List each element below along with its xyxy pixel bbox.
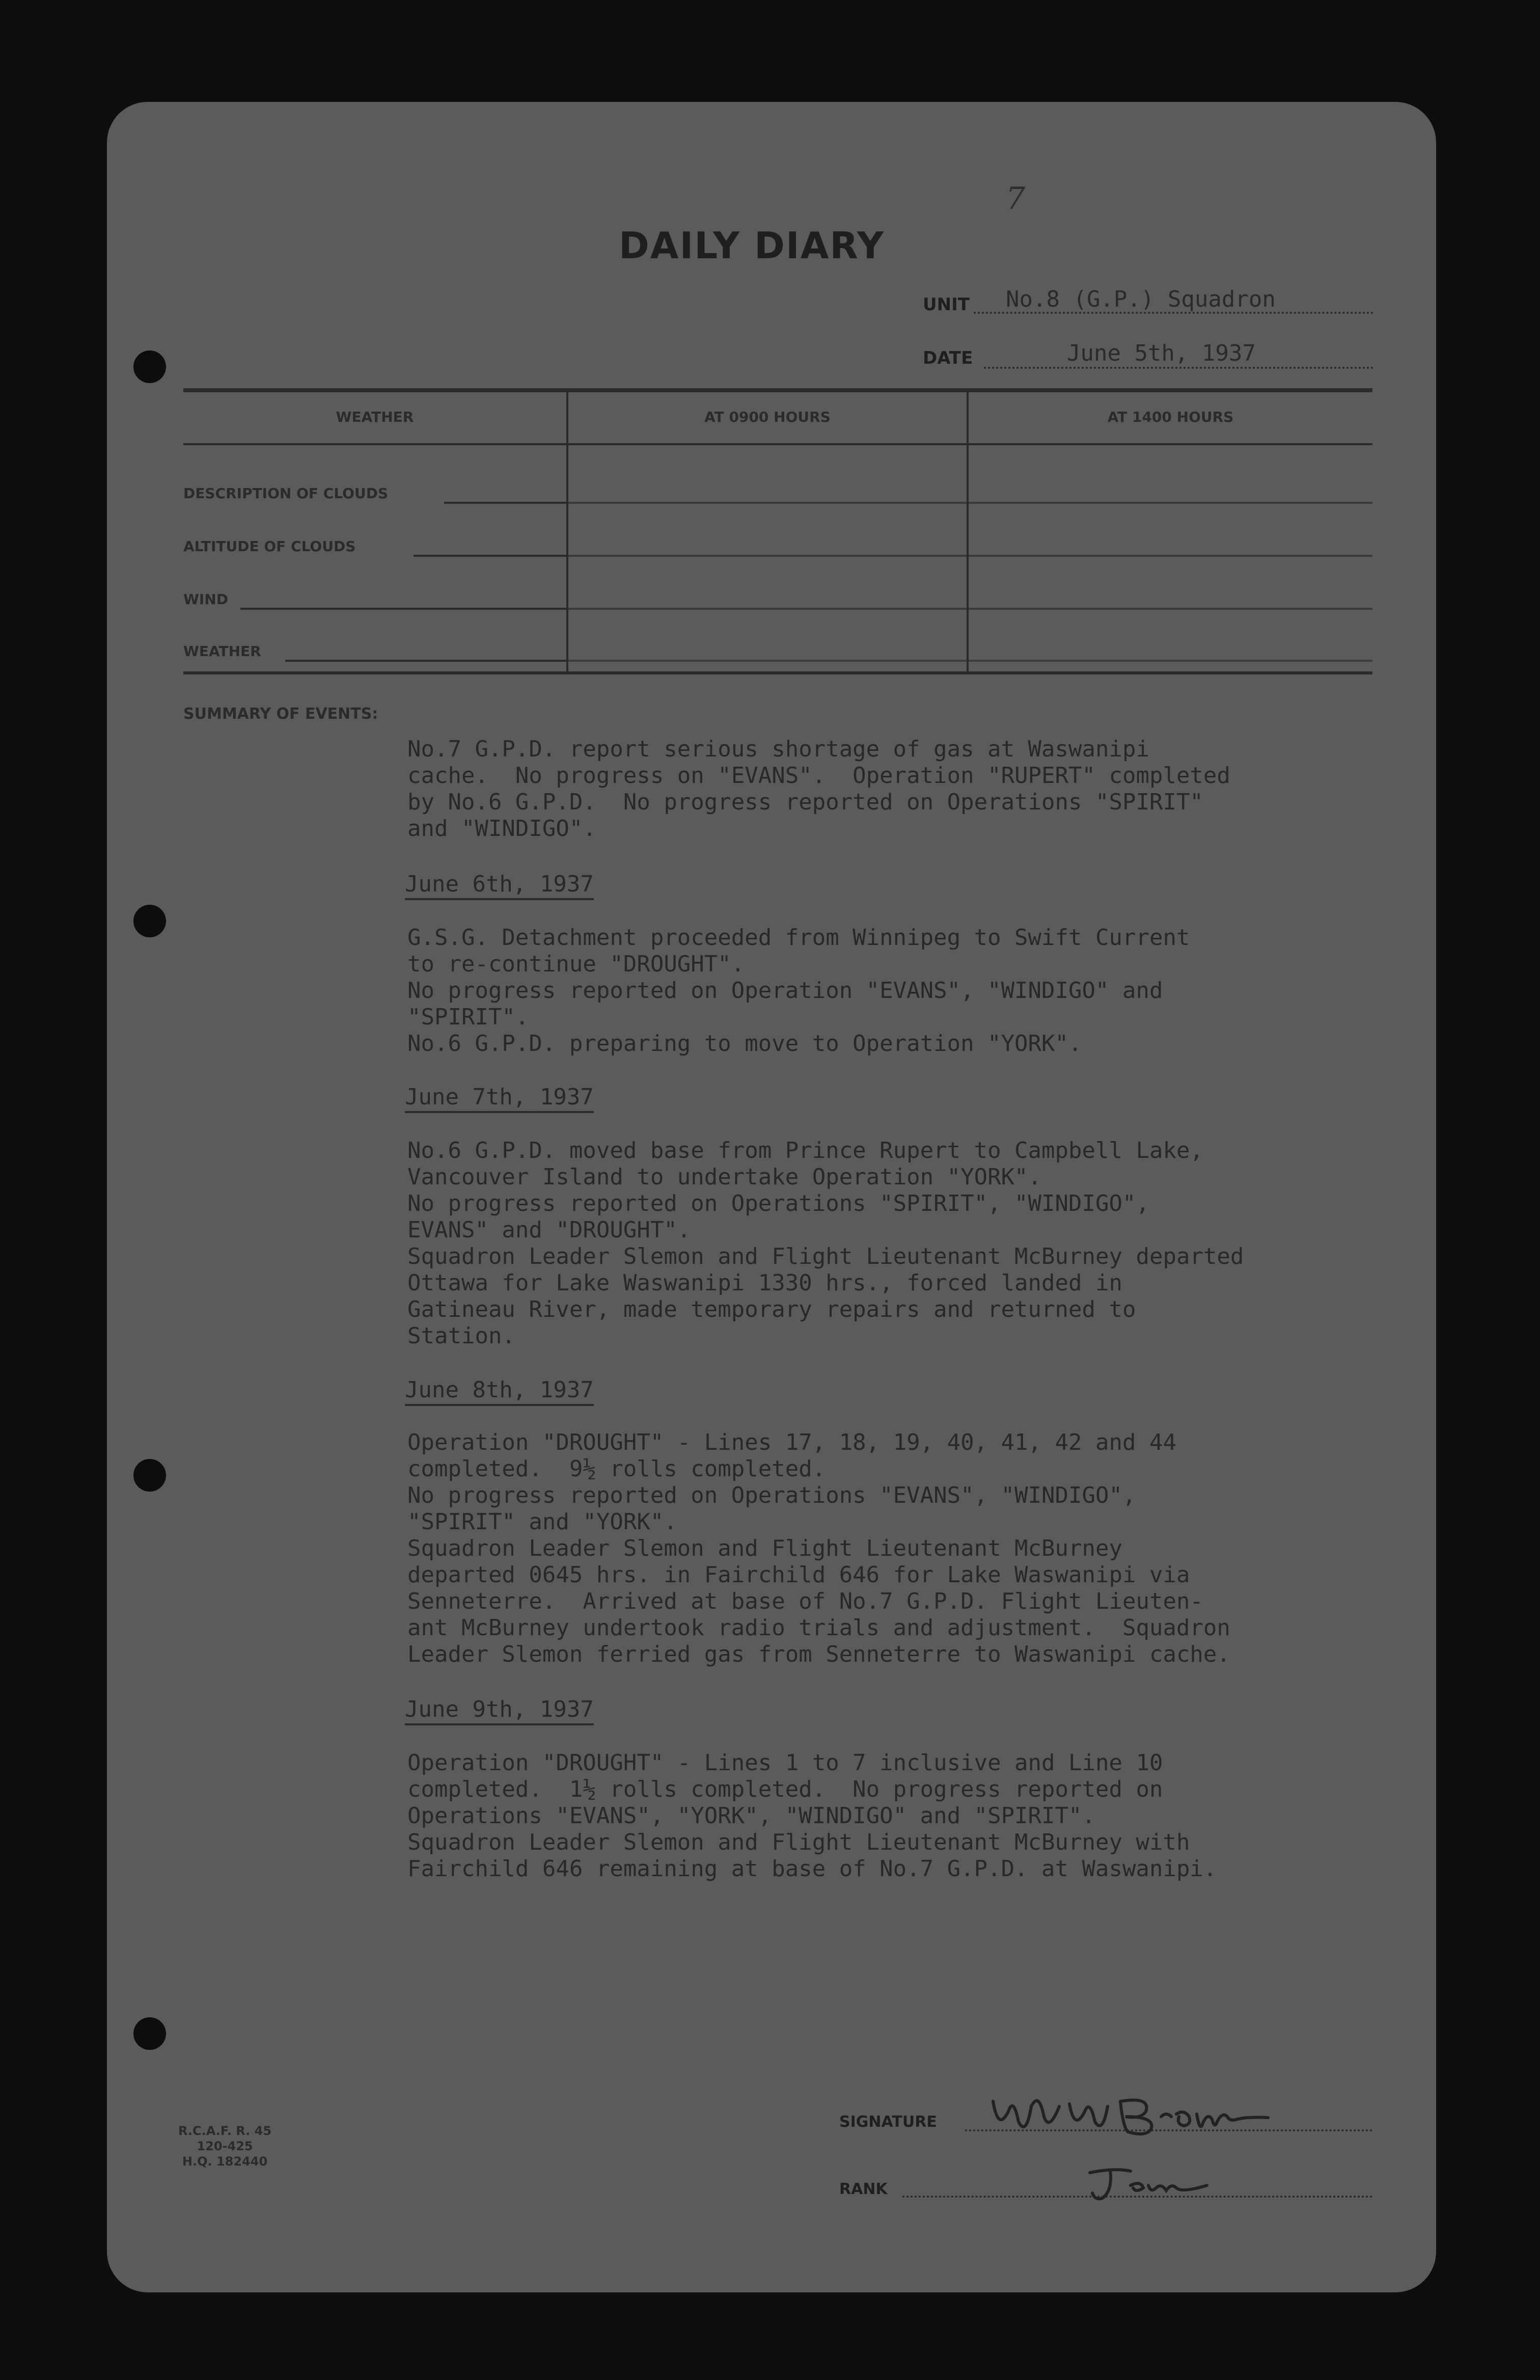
row-fill-line: [969, 608, 1372, 610]
entry-text: Operation "DROUGHT" - Lines 1 to 7 inclusive and Line 10 completed. 1½ rolls completed. No progress reported on Operations "EVANS", "YORK", "WINDIGO" and "SPIRIT". Squadron Leader Slemon and Flight Lieutenant McBurney with Fairchild 646 remaining at base of No.7 G.P.D. at Waswanipi.: [407, 1750, 1217, 1882]
row-fill-line: [568, 555, 967, 557]
morning-col-header: AT 0900 HOURS: [704, 409, 831, 425]
row-description-of-clouds: DESCRIPTION OF CLOUDS: [183, 485, 389, 502]
row-fill-line: [969, 555, 1372, 557]
rank-label: RANK: [839, 2180, 888, 2198]
entry-date: June 6th, 1937: [405, 871, 594, 900]
form-title: DAILY DIARY: [619, 224, 885, 267]
page-number: 7: [1006, 181, 1026, 217]
punch-hole: [133, 905, 166, 937]
entry-text: No.6 G.P.D. moved base from Prince Rupert to Campbell Lake, Vancouver Island to undertake Operation "YORK". No progress reported on Operations "SPIRIT", "WINDIGO", EVANS" and "DROUGHT". Squadron Leader Slemon and Flight Lieutenant McBurney departed Ottawa for Lake Waswanipi 1330 hrs., forced landed in Gatineau River, made temporary repairs and returned to Station.: [407, 1138, 1244, 1349]
row-wind: WIND: [183, 591, 228, 608]
form-code-line: R.C.A.F. R. 45: [178, 2124, 272, 2138]
row-fill-line: [444, 502, 566, 504]
punch-hole: [133, 2017, 166, 2050]
row-fill-line: [285, 660, 566, 662]
table-header-rule: [183, 443, 1372, 445]
unit-value: No.8 (G.P.) Squadron: [1006, 286, 1276, 312]
row-fill-line: [240, 608, 566, 610]
row-fill-line: [414, 555, 566, 557]
row-fill-line: [969, 660, 1372, 662]
entry-date: June 7th, 1937: [405, 1084, 594, 1113]
form-code-line: H.Q. 182440: [182, 2154, 268, 2169]
form-code-line: 120-425: [197, 2139, 253, 2153]
entry-date: June 9th, 1937: [405, 1696, 594, 1725]
row-fill-line: [568, 608, 967, 610]
table-col-divider: [566, 392, 568, 672]
summary-of-events-label: SUMMARY OF EVENTS:: [183, 705, 378, 723]
entry-text: No.7 G.P.D. report serious shortage of gas at Waswanipi cache. No progress on "EVANS". Operation "RUPERT" completed by No.6 G.P.D. No progress reported on Operations "SPIRIT" and "WINDIGO".: [407, 736, 1230, 842]
form-code: [178, 2123, 271, 2169]
date-value: June 5th, 1937: [1067, 340, 1256, 366]
date-underline: [984, 367, 1373, 369]
entry-date: June 8th, 1937: [405, 1377, 594, 1406]
punch-hole: [133, 350, 166, 383]
punch-hole: [133, 1459, 166, 1492]
table-col-divider: [967, 392, 969, 672]
table-top-rule: [183, 388, 1372, 392]
weather-col-header: WEATHER: [336, 409, 414, 425]
row-altitude-of-clouds: ALTITUDE OF CLOUDS: [183, 538, 356, 555]
signature-label: SIGNATURE: [839, 2113, 937, 2131]
handwritten-signature: [983, 2081, 1288, 2142]
afternoon-col-header: AT 1400 HOURS: [1107, 409, 1234, 425]
date-label: DATE: [923, 348, 973, 368]
unit-label: UNIT: [923, 294, 970, 315]
row-fill-line: [568, 502, 967, 504]
row-weather: WEATHER: [183, 643, 261, 660]
row-fill-line: [568, 660, 967, 662]
row-fill-line: [969, 502, 1372, 504]
table-bottom-rule: [183, 671, 1372, 674]
handwritten-rank: [1085, 2160, 1217, 2206]
entry-text: G.S.G. Detachment proceeded from Winnipeg to Swift Current to re-continue "DROUGHT". No progress reported on Operation "EVANS", "WINDIGO" and "SPIRIT". No.6 G.P.D. preparing to move to Operation "YORK".: [407, 925, 1190, 1057]
entry-text: Operation "DROUGHT" - Lines 17, 18, 19, 40, 41, 42 and 44 completed. 9½ rolls completed. No progress reported on Operations "EVANS", "WINDIGO", "SPIRIT" and "YORK". Squadron Leader Slemon and Flight Lieutenant McBurney departed 0645 hrs. in Fairchild 646 for Lake Waswanipi via Senneterre. Arrived at base of No.7 G.P.D. Flight Lieuten- ant McBurney undertook radio trials and adjustment. Squadron Leader Slemon ferried gas from Senneterre to Waswanipi cache.: [407, 1429, 1230, 1667]
